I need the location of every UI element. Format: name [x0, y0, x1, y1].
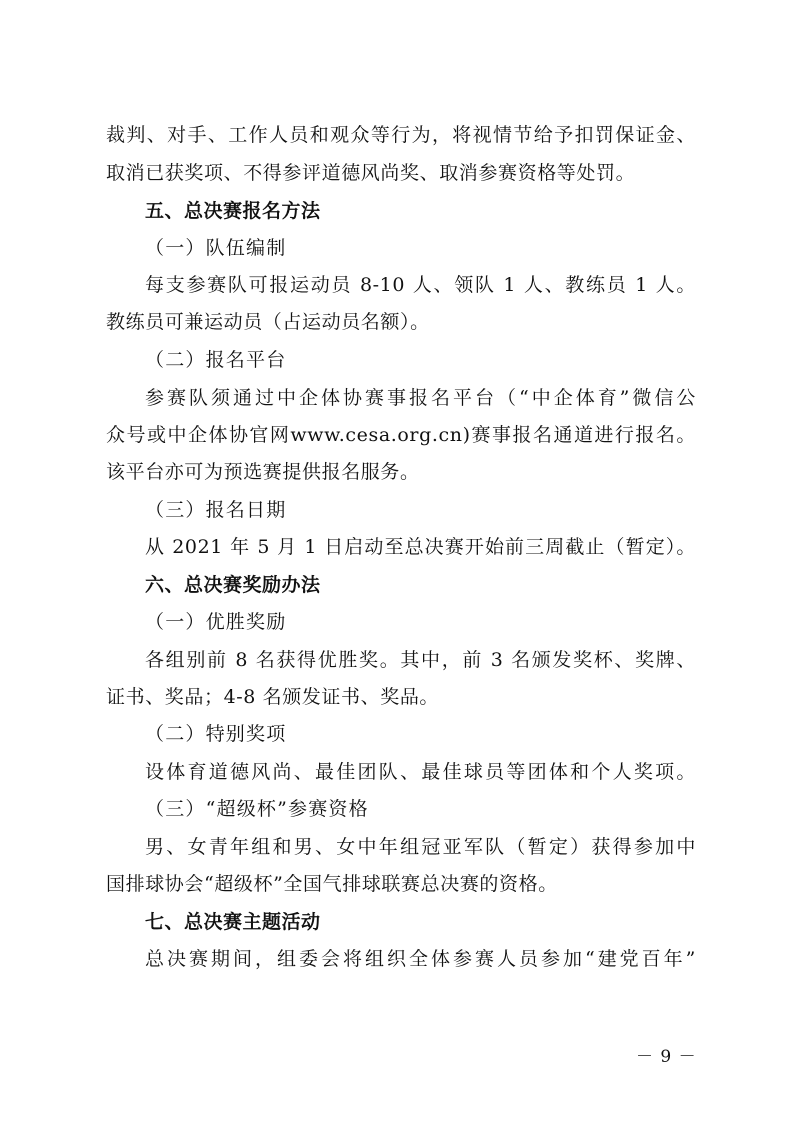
- body-text-line: 众号或中企体协官网www.cesa.org.cn)赛事报名通道进行报名。: [106, 424, 696, 446]
- page-number: － 9 －: [636, 1047, 697, 1067]
- body-text-line: 证书、奖品；4-8 名颁发证书、奖品。: [106, 686, 440, 708]
- body-text-line: 国排球协会“超级杯”全国气排球联赛总决赛的资格。: [106, 873, 558, 895]
- body-text-line: 参赛队须通过中企体协赛事报名平台（“中企体育”微信公: [145, 387, 696, 409]
- body-text-line: 各组别前 8 名获得优胜奖。其中，前 3 名颁发奖杯、奖牌、: [145, 649, 696, 671]
- subsection-heading: （三）“超级杯”参赛资格: [145, 798, 369, 820]
- body-text-line: 总决赛期间，组委会将组织全体参赛人员参加“建党百年”: [145, 948, 696, 970]
- body-text-line: 该平台亦可为预选赛提供报名服务。: [106, 461, 420, 483]
- subsection-heading: （一）优胜奖励: [145, 611, 287, 633]
- section-heading-5: 五、总决赛报名方法: [145, 200, 321, 222]
- body-text-line: 男、女青年组和男、女中年组冠亚军队（暂定）获得参加中: [145, 836, 696, 858]
- subsection-heading: （二）特别奖项: [145, 723, 287, 745]
- body-text-line: 教练员可兼运动员（占运动员名额）。: [106, 311, 430, 333]
- body-text-line: 从 2021 年 5 月 1 日启动至总决赛开始前三周截止（暂定）。: [145, 536, 696, 558]
- subsection-heading: （一）队伍编制: [145, 237, 287, 259]
- body-text-line: 设体育道德风尚、最佳团队、最佳球员等团体和个人奖项。: [145, 761, 696, 783]
- section-heading-6: 六、总决赛奖励办法: [145, 574, 321, 596]
- body-text-line: 取消已获奖项、不得参评道德风尚奖、取消参赛资格等处罚。: [106, 162, 636, 184]
- subsection-heading: （三）报名日期: [145, 499, 287, 521]
- body-text-line: 裁判、对手、工作人员和观众等行为，将视情节给予扣罚保证金、: [106, 124, 696, 146]
- body-text-line: 每支参赛队可报运动员 8-10 人、领队 1 人、教练员 1 人。: [145, 274, 696, 296]
- subsection-heading: （二）报名平台: [145, 349, 287, 371]
- section-heading-7: 七、总决赛主题活动: [145, 911, 321, 933]
